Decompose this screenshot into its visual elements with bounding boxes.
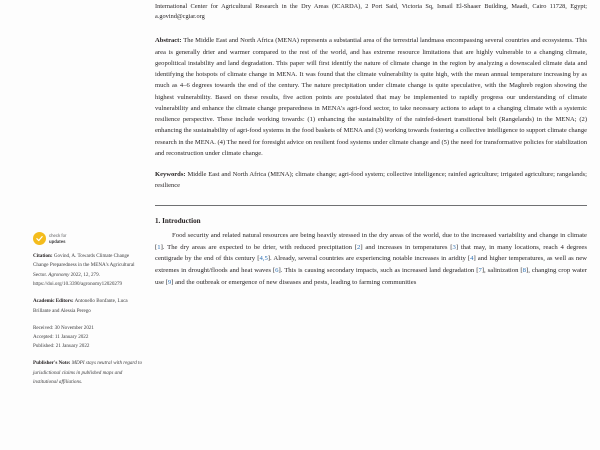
citation-block: [33, 252, 145, 290]
abstract-section: [155, 35, 587, 159]
reference-link[interactable]: 9: [167, 278, 172, 286]
reference-link[interactable]: 4: [470, 255, 474, 263]
reference-link[interactable]: 7: [478, 266, 482, 274]
check-for-updates-badge[interactable]: [33, 232, 145, 245]
publishers-note-block: [33, 359, 145, 387]
article-main-column: [155, 0, 587, 288]
check-for-updates-label: [49, 233, 66, 244]
badge-line-2: updates: [49, 238, 66, 244]
reference-link[interactable]: 4,5: [259, 255, 268, 263]
keywords-text: Middle East and North Africa (MENA); climate change; agri-food system; collective intelligence; rainfed agriculture; irrigated agriculture; rangelands; resilience: [155, 171, 587, 190]
keywords-label: Keywords:: [155, 171, 186, 179]
reference-link[interactable]: 2: [357, 243, 361, 251]
reference-link[interactable]: 6: [275, 266, 279, 274]
abstract-text: The Middle East and North Africa (MENA) represents a substantial area of the terrestrial landmass encompassing several countries and ecosystems. This area is generally drier and warmer compared to the rest of the world, and has extreme resource limitations that are highly vulnerable to a changing climate, geopolitical instability and land degradation. This paper will first identify the nature of climate change in the region by analyzing a downscaled climate data and identifying the hotspots of climate change in MENA. It was found that the climate vulnerability is quite high, with the mean annual temperature increasing by as much as 4–6 degrees towards the end of the century. The nature precipitation under climate change is quite speculative, with the Maghreb region showing the highest vulnerability. Based on these results, five action points are postulated that may be implemented to rapidly progress our understanding of climate vulnerability and enhance the climate change preparedness in MENA's agri-food sector, to take necessary actions to adapt to a changing climate with a systemic resilience perspective. These include working towards: (1) enhancing the sustainability of the rainfed-desert transitional belt (Rangelands) in the MENA; (2) enhancing the sustainability of agri-food systems in the food baskets of MENA and (3) working towards fostering a collective intelligence to support climate change research in the MENA. (4) The need for foresight advice on resilient food systems under climate change and (5) the need for transformative policies for stabilization and reconstruction under climate change.: [155, 37, 587, 157]
publishers-note-text: MDPI stays neutral with regard to jurisdictional claims in published maps and institutional affiliations.: [33, 360, 143, 386]
abstract-label: Abstract:: [155, 37, 182, 45]
publication-dates-block: [33, 324, 145, 352]
reference-link[interactable]: 3: [452, 243, 456, 251]
badge-line-1: check for: [49, 233, 67, 239]
check-circle-icon: [33, 232, 46, 245]
introduction-paragraph: Food security and related natural resources are being heavily stressed in the dry areas of the world, due to the increased variability and change in climate [1]. The dry areas are expected to be drier, with reduced precipitation [2] and increases in temperatures [3] that may, in many locations, reach 4 degrees centigrade by the end of this century [4,5]. Already, several countries are experiencing notable increases in aridity [4] and higher temperatures, as well as new extremes in drought/floods and heat waves [6]. This is causing secondary impacts, such as increased land degradation [7], salinization [8], changing crop water use [9] and the outbreak or emergence of new diseases and pests, leading to farming communities: [155, 232, 588, 286]
reference-link[interactable]: 1: [157, 243, 161, 251]
date-accepted: Accepted: 11 January 2022: [33, 333, 89, 340]
citation-doi-link[interactable]: https://doi.org/10.3390/agronomy12020279: [33, 281, 123, 288]
section-divider: [155, 205, 587, 206]
author-affiliation: International Center for Agricultural Research in the Dry Areas (ICARDA), 2 Port Said, Victoria Sq, Ismail El-Shaaer Building, Maadi, Cairo 11728, Egypt; a.govind@cgiar.org: [155, 3, 587, 21]
reference-link[interactable]: 8: [522, 266, 526, 274]
introduction-heading: 1. Introduction: [155, 217, 201, 226]
citation-journal: Agronomy: [48, 271, 70, 278]
academic-editors-block: [33, 297, 145, 316]
citation-volume: 2022, 12, 279.: [70, 271, 100, 278]
publishers-note-label: Publisher's Note:: [33, 360, 71, 367]
keywords-section: [155, 169, 587, 192]
academic-editors-names: Antonello Bonfante, Luca Brillante and Alessia Perego: [33, 298, 128, 314]
article-sidebar: [33, 232, 145, 395]
date-published: Published: 21 January 2022: [33, 343, 90, 350]
academic-editors-label: Academic Editors:: [33, 298, 74, 305]
citation-text: Govind, A. Towards Climate Change Change Preparedness in the MENA's Agricultural Sector.: [33, 253, 135, 278]
citation-label: Citation:: [33, 253, 53, 259]
date-received: Received: 30 November 2021: [33, 324, 94, 331]
